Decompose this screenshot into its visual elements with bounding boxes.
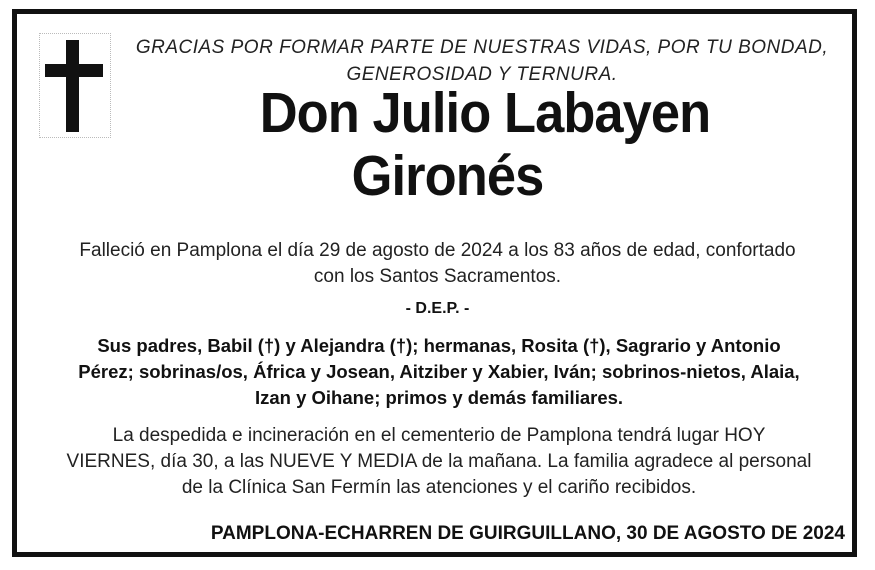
service-notice bbox=[28, 423, 850, 501]
death-notice bbox=[30, 238, 845, 290]
family-list bbox=[28, 333, 850, 411]
death-line-1: Falleció en Pamplona el día 29 de agosto de 2024 a los 83 años de edad, confortado bbox=[79, 240, 796, 261]
name-line-1: Don Julio Labayen bbox=[259, 81, 711, 145]
deceased-name bbox=[214, 82, 757, 208]
service-line-1: La despedida e incineración en el cementerio de Pamplona tendrá lugar HOY bbox=[112, 425, 766, 446]
name-line-2: Gironés bbox=[351, 144, 544, 208]
motto-line-1: GRACIAS POR FORMAR PARTE DE NUESTRAS VIDAS, POR TU BONDAD, bbox=[135, 37, 829, 58]
death-line-2: con los Santos Sacramentos. bbox=[313, 266, 562, 287]
family-line-2: Pérez; sobrinas/os, África y Josean, Aitziber y Xabier, Iván; sobrinos-nietos, Alaia, bbox=[78, 361, 800, 382]
cross-icon bbox=[39, 33, 111, 138]
motto-line-2: GENEROSIDAD Y TERNURA. bbox=[346, 64, 618, 85]
rip-label: - D.E.P. - bbox=[405, 300, 470, 317]
service-line-2: VIERNES, día 30, a las NUEVE Y MEDIA de la mañana. La familia agradece al personal bbox=[66, 451, 812, 472]
place-date: PAMPLONA-ECHARREN DE GUIRGUILLANO, 30 DE AGOSTO DE 2024 bbox=[210, 523, 845, 544]
family-line-3: Izan y Oihane; primos y demás familiares. bbox=[254, 387, 624, 408]
service-line-3: de la Clínica San Fermín las atenciones y el cariño recibidos. bbox=[181, 477, 697, 498]
motto bbox=[118, 34, 846, 88]
family-line-1: Sus padres, Babil (†) y Alejandra (†); hermanas, Rosita (†), Sagrario y Antonio bbox=[97, 335, 781, 356]
